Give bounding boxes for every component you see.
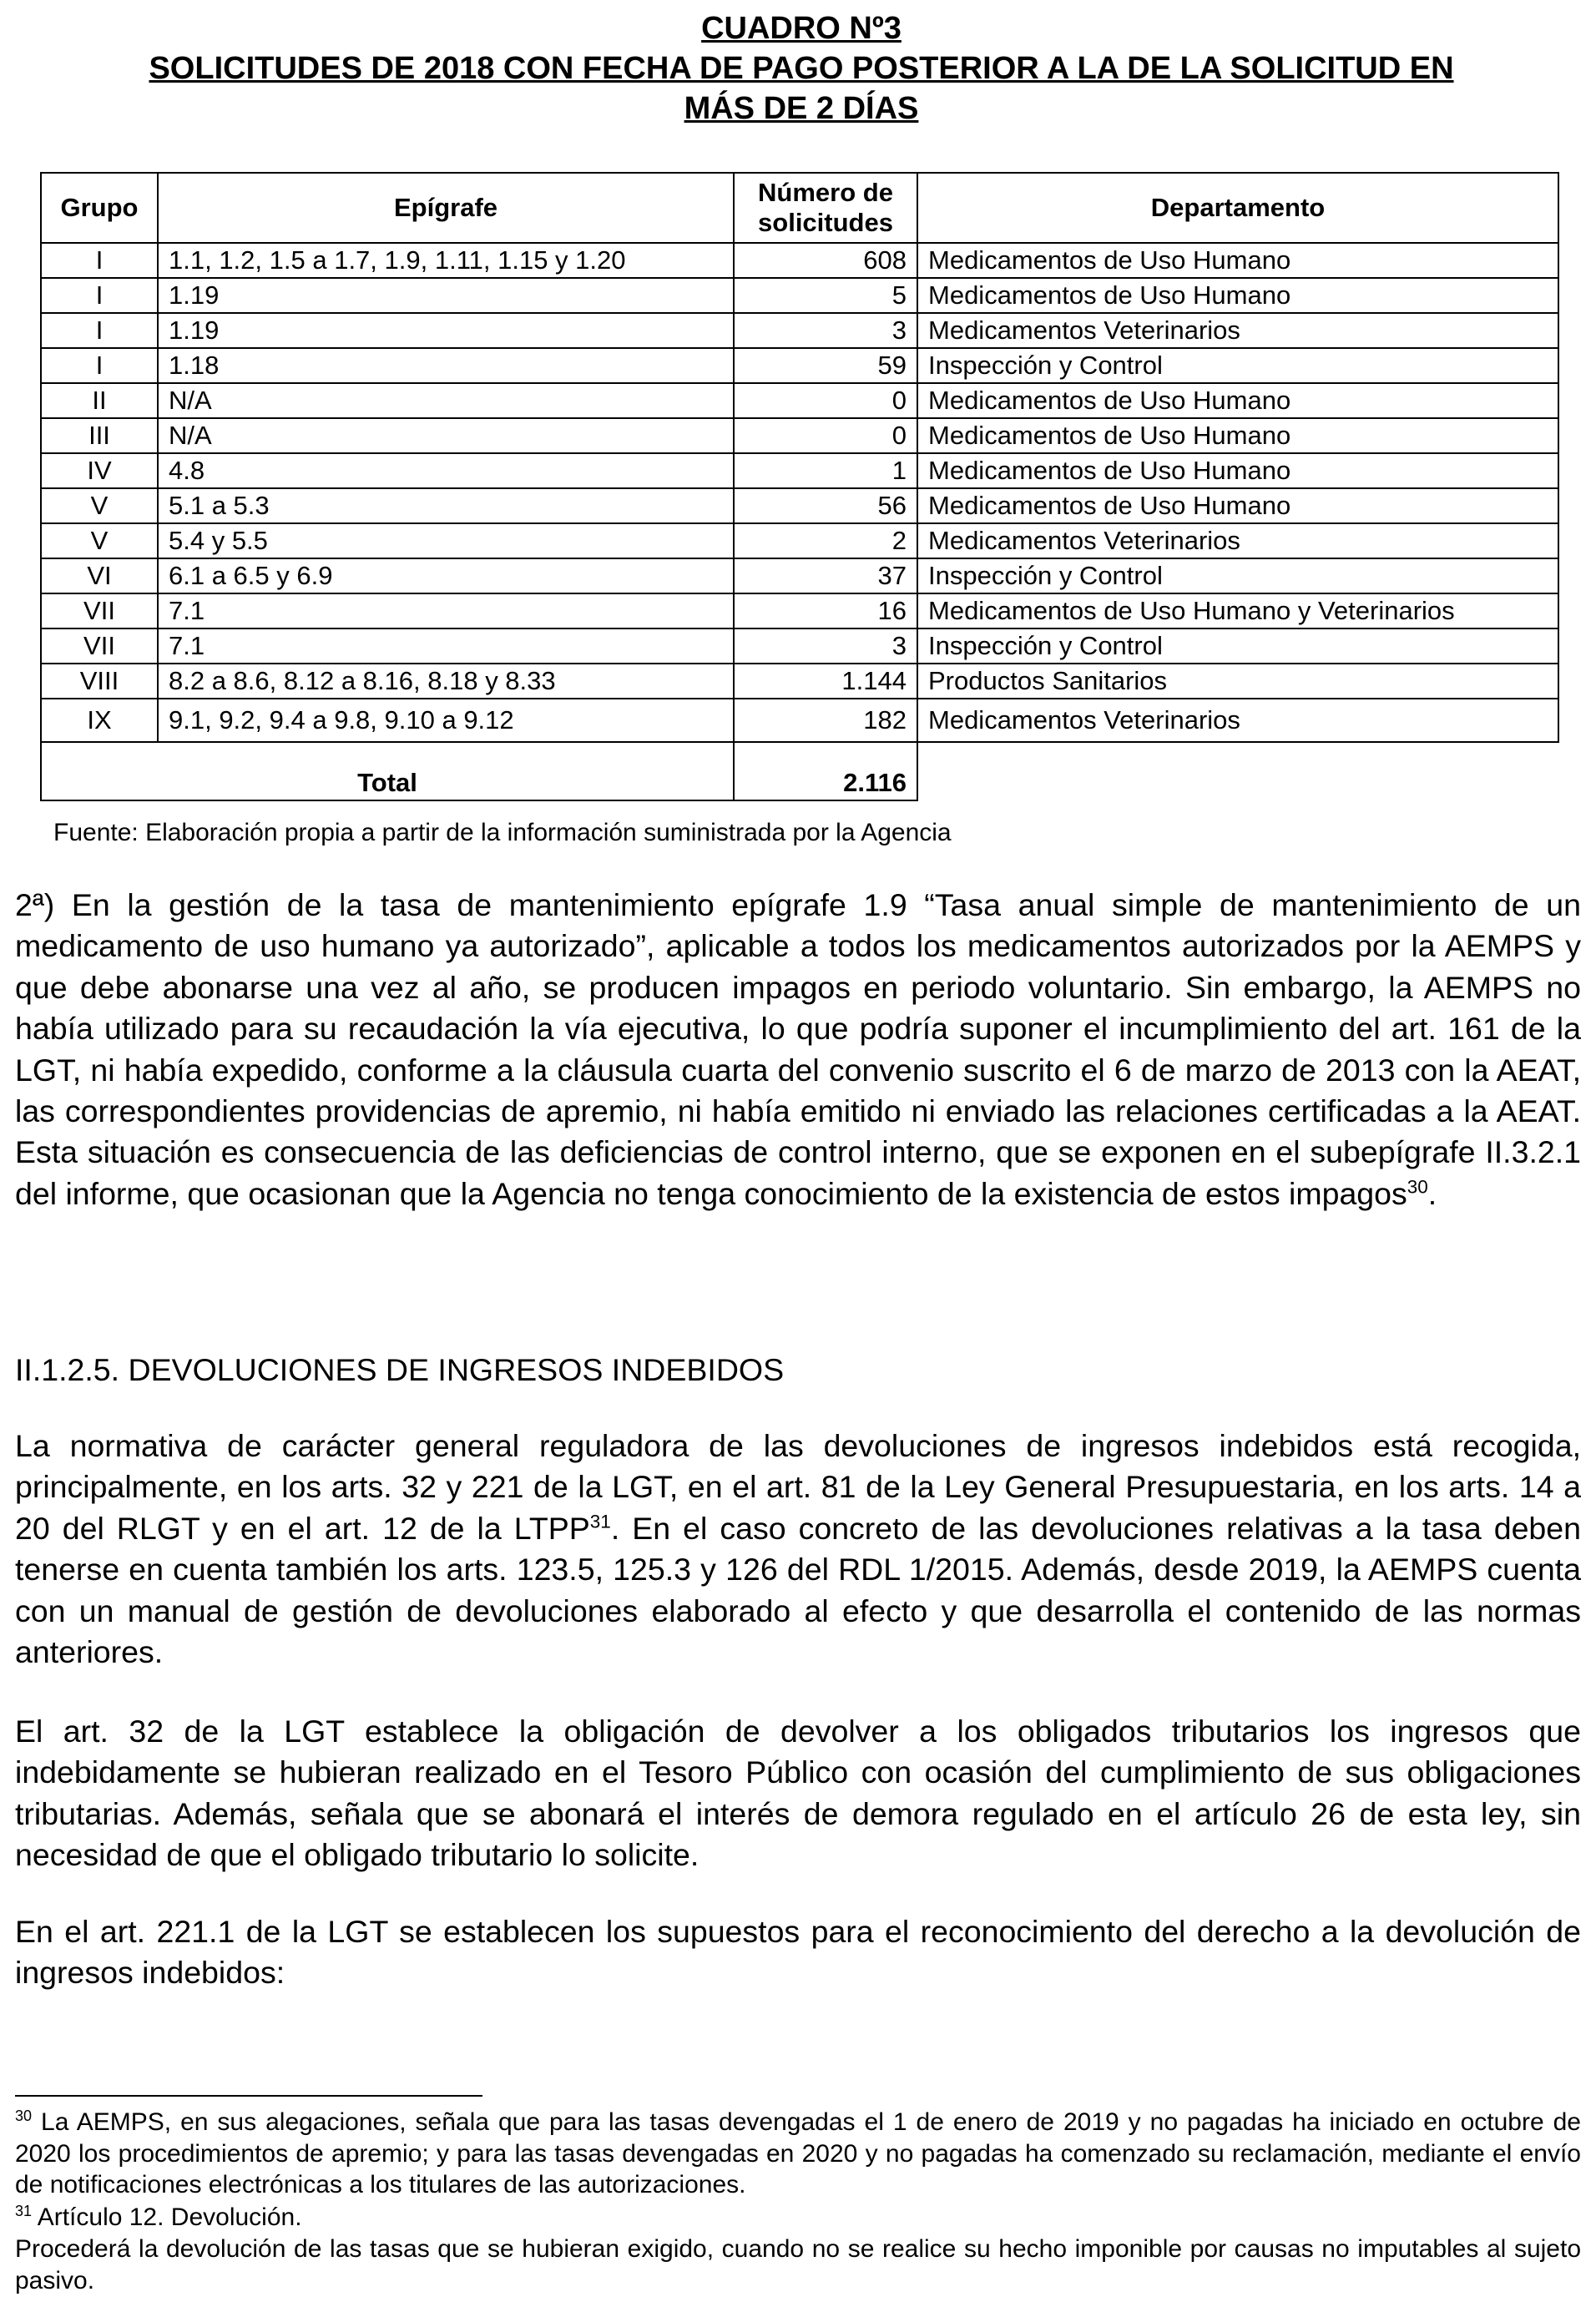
- spacer-cell-empty: [917, 742, 1558, 763]
- paragraph-normativa-text-2: . En el caso concreto de las devoluciones relativas a la tasa deben tenerse en cuenta también los arts. 123.5, 125.3 y 126 del RDL 1/2015. Además, desde 2019, la AEMPS cuenta con un manual de gestión de devoluciones elaborado al efecto y que desarrolla el contenido de las normas anteriores.: [15, 1510, 1582, 1670]
- table-title: [50, 8, 1553, 129]
- cell-grupo: VII: [41, 628, 158, 664]
- footnote-ref-31: 31: [589, 1511, 611, 1532]
- table-total-row: [41, 763, 1558, 800]
- cell-grupo: VII: [41, 593, 158, 628]
- cell-epigrafe: N/A: [158, 383, 734, 418]
- cell-grupo: VIII: [41, 664, 158, 699]
- table-row: [41, 523, 1558, 558]
- cell-departamento: Productos Sanitarios: [917, 664, 1558, 699]
- cell-departamento: Medicamentos de Uso Humano: [917, 243, 1558, 278]
- cell-numero: 1.144: [734, 664, 917, 699]
- cell-numero: 16: [734, 593, 917, 628]
- table-row: [41, 313, 1558, 348]
- cell-numero: 2: [734, 523, 917, 558]
- cell-departamento: Medicamentos Veterinarios: [917, 523, 1558, 558]
- footnote-30-text: La AEMPS, en sus alegaciones, señala que para las tasas devengadas el 1 de enero de 2019 y no pagadas ha iniciado en octubre de 2020 los procedimientos de apremio; y para las tasas devengadas en 2020 y no pagadas ha comenzado su reclamación, mediante el envío de notificaciones electrónicas a los titulares de las autorizaciones.: [15, 2108, 1581, 2198]
- cell-grupo: II: [41, 383, 158, 418]
- cell-departamento: Medicamentos de Uso Humano: [917, 383, 1558, 418]
- cell-grupo: VI: [41, 558, 158, 593]
- cell-epigrafe: 1.19: [158, 278, 734, 313]
- cell-epigrafe: 7.1: [158, 628, 734, 664]
- paragraph-art221: En el art. 221.1 de la LGT se establecen los supuestos para el reconocimiento del derecho a la devolución de ingresos indebidos:: [15, 1914, 1581, 1991]
- table-row: [41, 558, 1558, 593]
- header-grupo: Grupo: [41, 173, 158, 243]
- section-heading: II.1.2.5. DEVOLUCIONES DE INGRESOS INDEBIDOS: [15, 1352, 785, 1387]
- table-body: [41, 243, 1558, 800]
- cell-grupo: V: [41, 488, 158, 523]
- cell-epigrafe: N/A: [158, 418, 734, 453]
- footnote-31-text: Artículo 12. Devolución.: [32, 2203, 302, 2231]
- cell-grupo: I: [41, 348, 158, 383]
- table-spacer-row: [41, 742, 1558, 763]
- cell-departamento: Medicamentos de Uso Humano: [917, 488, 1558, 523]
- paragraph-impagos: [15, 885, 1581, 1214]
- table-row: [41, 664, 1558, 699]
- cell-departamento: Inspección y Control: [917, 348, 1558, 383]
- solicitudes-table: [40, 172, 1559, 801]
- paragraph-normativa: [15, 1426, 1581, 1673]
- cell-epigrafe: 5.4 y 5.5: [158, 523, 734, 558]
- cell-epigrafe: 5.1 a 5.3: [158, 488, 734, 523]
- cell-epigrafe: 8.2 a 8.6, 8.12 a 8.16, 8.18 y 8.33: [158, 664, 734, 699]
- footnote-separator: [15, 2095, 482, 2097]
- header-departamento: Departamento: [917, 173, 1558, 243]
- cell-grupo: IV: [41, 453, 158, 488]
- cell-numero: 5: [734, 278, 917, 313]
- title-line-1: CUADRO Nº3: [701, 11, 902, 46]
- table-source: Fuente: Elaboración propia a partir de la información suministrada por la Agencia: [53, 819, 952, 846]
- table-row: [41, 593, 1558, 628]
- title-line-3: MÁS DE 2 DÍAS: [684, 91, 919, 126]
- cell-epigrafe: 1.19: [158, 313, 734, 348]
- cell-departamento: Medicamentos de Uso Humano: [917, 453, 1558, 488]
- cell-grupo: I: [41, 278, 158, 313]
- cell-numero: 3: [734, 628, 917, 664]
- cell-numero: 182: [734, 699, 917, 742]
- cell-numero: 0: [734, 383, 917, 418]
- cell-numero: 0: [734, 418, 917, 453]
- title-line-2: SOLICITUDES DE 2018 CON FECHA DE PAGO POSTERIOR A LA DE LA SOLICITUD EN: [149, 51, 1454, 86]
- total-label: Total: [41, 763, 734, 800]
- cell-epigrafe: 7.1: [158, 593, 734, 628]
- cell-departamento: Medicamentos Veterinarios: [917, 313, 1558, 348]
- cell-grupo: V: [41, 523, 158, 558]
- cell-epigrafe: 1.1, 1.2, 1.5 a 1.7, 1.9, 1.11, 1.15 y 1.20: [158, 243, 734, 278]
- cell-departamento: Inspección y Control: [917, 628, 1558, 664]
- cell-departamento: Medicamentos de Uso Humano: [917, 278, 1558, 313]
- cell-epigrafe: 4.8: [158, 453, 734, 488]
- cell-numero: 1: [734, 453, 917, 488]
- total-empty-cell: [917, 763, 1558, 800]
- paragraph-impagos-text: 2ª) En la gestión de la tasa de mantenimiento epígrafe 1.9 “Tasa anual simple de mantenimiento de un medicamento de uso humano ya autorizado”, aplicable a todos los medicamentos autorizados por la AEMPS y que debe abonarse una vez al año, se producen impagos en periodo voluntario. Sin embargo, la AEMPS no había utilizado para su recaudación la vía ejecutiva, lo que podría suponer el incumplimiento del art. 161 de la LGT, ni había expedido, conforme a la cláusula cuarta del convenio suscrito el 6 de marzo de 2013 con la AEAT, las correspondientes providencias de apremio, ni había emitido ni enviado las relaciones certificadas a la AEAT. Esta situación es consecuencia de las deficiencias de control interno, que se exponen en el subepígrafe II.3.2.1 del informe, que ocasionan que la Agencia no tenga conocimiento de la existencia de estos impagos: [15, 887, 1581, 1211]
- table-row: [41, 383, 1558, 418]
- cell-numero: 3: [734, 313, 917, 348]
- header-numero: Número de solicitudes: [734, 173, 917, 243]
- cell-epigrafe: 1.18: [158, 348, 734, 383]
- paragraph-impagos-end: .: [1427, 1175, 1437, 1211]
- spacer-cell-value: [734, 742, 917, 763]
- footnote-31: [15, 2202, 1581, 2234]
- cell-departamento: Medicamentos Veterinarios: [917, 699, 1558, 742]
- footnote-ref-30: 30: [1407, 1176, 1428, 1198]
- footnote-31-body: Procederá la devolución de las tasas que se hubieran exigido, cuando no se realice su hecho imponible por causas no imputables al sujeto pasivo.: [15, 2235, 1581, 2294]
- cell-numero: 608: [734, 243, 917, 278]
- cell-grupo: IX: [41, 699, 158, 742]
- cell-departamento: Medicamentos de Uso Humano y Veterinarios: [917, 593, 1558, 628]
- table-row: [41, 628, 1558, 664]
- cell-epigrafe: 9.1, 9.2, 9.4 a 9.8, 9.10 a 9.12: [158, 699, 734, 742]
- table-row: [41, 278, 1558, 313]
- total-value: 2.116: [734, 763, 917, 800]
- table-row: [41, 418, 1558, 453]
- cell-numero: 56: [734, 488, 917, 523]
- cell-grupo: I: [41, 313, 158, 348]
- table-row: [41, 243, 1558, 278]
- footnote-31-number: 31: [15, 2203, 33, 2219]
- header-epigrafe: Epígrafe: [158, 173, 734, 243]
- table-row: [41, 488, 1558, 523]
- cell-departamento: Medicamentos de Uso Humano: [917, 418, 1558, 453]
- cell-departamento: Inspección y Control: [917, 558, 1558, 593]
- paragraph-art32: El art. 32 de la LGT establece la obligación de devolver a los obligados tributarios los ingresos que indebidamente se hubieran realizado en el Tesoro Público con ocasión del cumplimiento de sus obligaciones tributarias. Además, señala que se abonará el interés de demora regulado en el artículo 26 de esta ley, sin necesidad de que el obligado tributario lo solicite.: [15, 1714, 1581, 1873]
- table-header-row: [41, 173, 1558, 243]
- spacer-cell-label: [41, 742, 734, 763]
- paragraph-normativa-text-1: La normativa de carácter general reguladora de las devoluciones de ingresos indebidos está recogida, principalmente, en los arts. 32 y 221 de la LGT, en el art. 81 de la Ley General Presupuestaria, en los arts. 14 a 20 del RLGT y en el art. 12 de la LTPP: [15, 1428, 1581, 1546]
- table-row: [41, 348, 1558, 383]
- cell-numero: 37: [734, 558, 917, 593]
- footnote-30: [15, 2107, 1581, 2201]
- table-row: [41, 453, 1558, 488]
- cell-numero: 59: [734, 348, 917, 383]
- table-row: [41, 699, 1558, 742]
- cell-epigrafe: 6.1 a 6.5 y 6.9: [158, 558, 734, 593]
- footnote-30-number: 30: [15, 2108, 33, 2124]
- cell-grupo: I: [41, 243, 158, 278]
- cell-grupo: III: [41, 418, 158, 453]
